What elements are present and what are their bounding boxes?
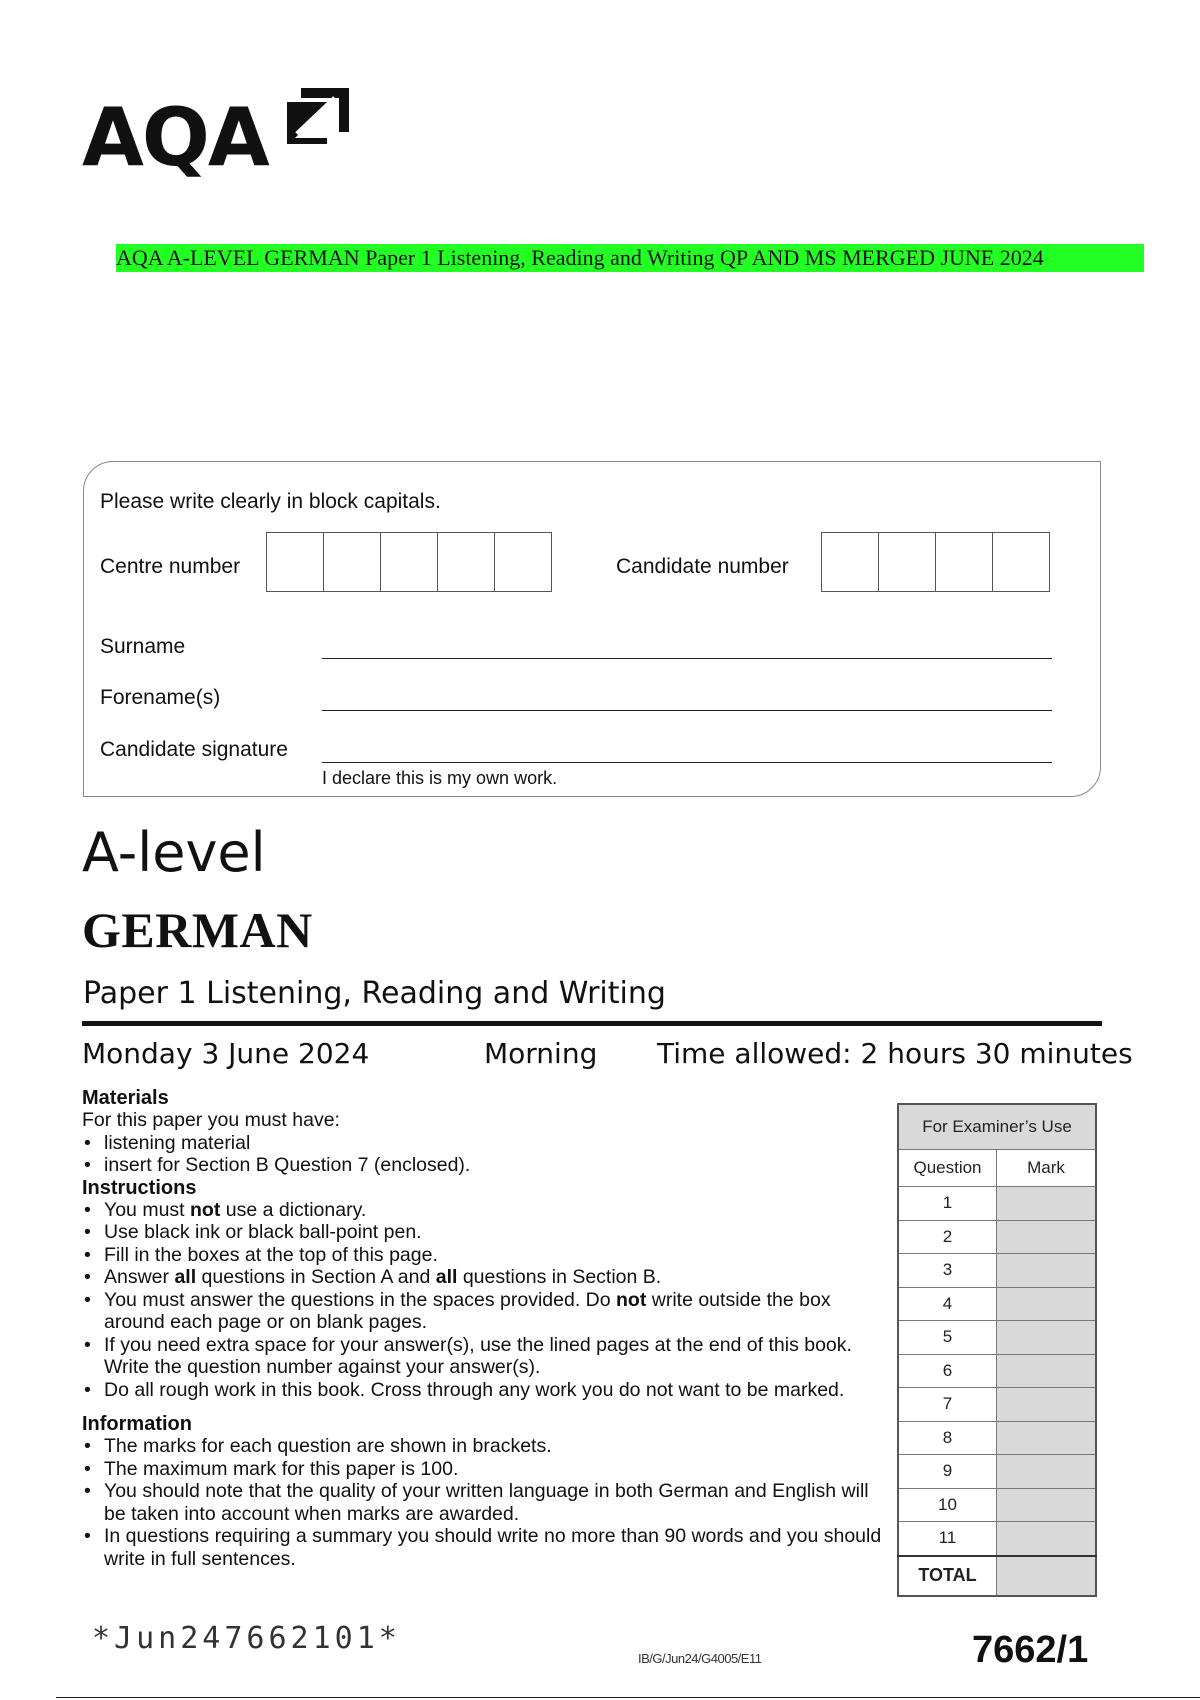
exam-date: Monday 3 June 2024	[82, 1037, 370, 1070]
centre-number-boxes[interactable]	[266, 532, 552, 592]
candidate-number-boxes[interactable]	[821, 532, 1050, 592]
information-list	[82, 1435, 882, 1570]
signature-line[interactable]	[322, 762, 1052, 763]
total-mark-cell[interactable]	[997, 1556, 1097, 1596]
title-banner: AQA A-LEVEL GERMAN Paper 1 Listening, Reading and Writing QP AND MS MERGED JUNE 2024	[116, 244, 1144, 272]
candidate-details-box	[83, 461, 1101, 797]
surname-label: Surname	[100, 635, 186, 658]
list-item: • insert for Section B Question 7 (enclosed).	[82, 1154, 882, 1177]
mark-cell[interactable]	[997, 1488, 1097, 1522]
list-item: • If you need extra space for your answer(s), use the lined pages at the end of this book. Write the question number against your answer(s).	[82, 1334, 882, 1379]
table-row: 4	[898, 1287, 1096, 1321]
table-row: 7	[898, 1388, 1096, 1422]
candidate-number-cell[interactable]	[936, 533, 993, 591]
forename-label: Forename(s)	[100, 686, 221, 709]
candidate-number-cell[interactable]	[993, 533, 1049, 591]
logo-mark-icon	[287, 88, 349, 144]
mark-cell[interactable]	[997, 1522, 1097, 1556]
examiner-use-table	[897, 1103, 1097, 1597]
bottom-divider	[56, 1697, 1200, 1698]
mark-cell[interactable]	[997, 1388, 1097, 1422]
reference-code: IB/G/Jun24/G4005/E11	[638, 1651, 762, 1666]
list-item: • Fill in the boxes at the top of this page.	[82, 1244, 882, 1267]
table-row: 10	[898, 1488, 1096, 1522]
list-item: • Answer all questions in Section A and all questions in Section B.	[82, 1266, 882, 1289]
candidate-number-cell[interactable]	[822, 533, 879, 591]
list-item: • Do all rough work in this book. Cross through any work you do not want to be marked.	[82, 1379, 882, 1402]
list-item: • The marks for each question are shown in brackets.	[82, 1435, 882, 1458]
paper-code: 7662/1	[972, 1629, 1089, 1671]
qualification-level: A-level	[82, 821, 266, 884]
instructions-list	[82, 1199, 882, 1402]
centre-number-cell[interactable]	[495, 533, 551, 591]
materials-intro: For this paper you must have:	[82, 1109, 340, 1131]
table-row: 1	[898, 1187, 1096, 1221]
centre-number-cell[interactable]	[324, 533, 381, 591]
mark-cell[interactable]	[997, 1455, 1097, 1489]
subject-title: GERMAN	[82, 902, 313, 958]
barcode-text: *Jun247662101*	[92, 1621, 401, 1656]
candidate-number-label: Candidate number	[616, 555, 789, 578]
surname-line[interactable]	[322, 658, 1052, 659]
mark-cell[interactable]	[997, 1421, 1097, 1455]
signature-label: Candidate signature	[100, 738, 288, 761]
list-item: • Use black ink or black ball-point pen.	[82, 1221, 882, 1244]
declaration-text: I declare this is my own work.	[322, 768, 558, 788]
table-row: 6	[898, 1354, 1096, 1388]
time-allowed: Time allowed: 2 hours 30 minutes	[657, 1037, 1133, 1070]
materials-list	[82, 1132, 882, 1177]
list-item: • The maximum mark for this paper is 100.	[82, 1458, 882, 1481]
mark-cell[interactable]	[997, 1187, 1097, 1221]
paper-title: Paper 1 Listening, Reading and Writing	[83, 976, 666, 1011]
centre-number-cell[interactable]	[381, 533, 438, 591]
mark-cell[interactable]	[997, 1354, 1097, 1388]
block-capitals-note: Please write clearly in block capitals.	[100, 490, 441, 513]
list-item: • You must answer the questions in the spaces provided. Do not write outside the box around each page or on blank pages.	[82, 1289, 882, 1334]
logo-text: AQA	[82, 91, 268, 184]
instructions-panel	[82, 1087, 882, 1570]
list-item: • In questions requiring a summary you should write no more than 90 words and you should write in full sentences.	[82, 1525, 882, 1570]
mark-cell[interactable]	[997, 1220, 1097, 1254]
list-item: • You should note that the quality of your written language in both German and English will be taken into account when marks are awarded.	[82, 1480, 882, 1525]
title-divider	[82, 1021, 1102, 1026]
table-row: 9	[898, 1455, 1096, 1489]
centre-number-cell[interactable]	[267, 533, 324, 591]
list-item: • You must not use a dictionary.	[82, 1199, 882, 1222]
table-row: 11	[898, 1522, 1096, 1556]
total-row	[898, 1556, 1096, 1596]
mark-cell[interactable]	[997, 1254, 1097, 1288]
question-column-header: Question	[898, 1150, 997, 1187]
examiner-heading: For Examiner’s Use	[898, 1104, 1096, 1150]
centre-number-cell[interactable]	[438, 533, 495, 591]
mark-column-header: Mark	[997, 1150, 1097, 1187]
table-row: 2	[898, 1220, 1096, 1254]
forename-line[interactable]	[322, 710, 1052, 711]
aqa-logo	[82, 88, 352, 183]
candidate-number-cell[interactable]	[879, 533, 936, 591]
mark-cell[interactable]	[997, 1321, 1097, 1355]
table-row: 3	[898, 1254, 1096, 1288]
total-label: TOTAL	[898, 1556, 997, 1596]
centre-number-label: Centre number	[100, 555, 241, 578]
table-row: 5	[898, 1321, 1096, 1355]
materials-heading: Materials	[82, 1087, 169, 1109]
exam-session: Morning	[484, 1037, 598, 1070]
information-heading: Information	[82, 1413, 192, 1435]
list-item: • listening material	[82, 1132, 882, 1155]
table-row: 8	[898, 1421, 1096, 1455]
mark-cell[interactable]	[997, 1287, 1097, 1321]
instructions-heading: Instructions	[82, 1176, 197, 1199]
